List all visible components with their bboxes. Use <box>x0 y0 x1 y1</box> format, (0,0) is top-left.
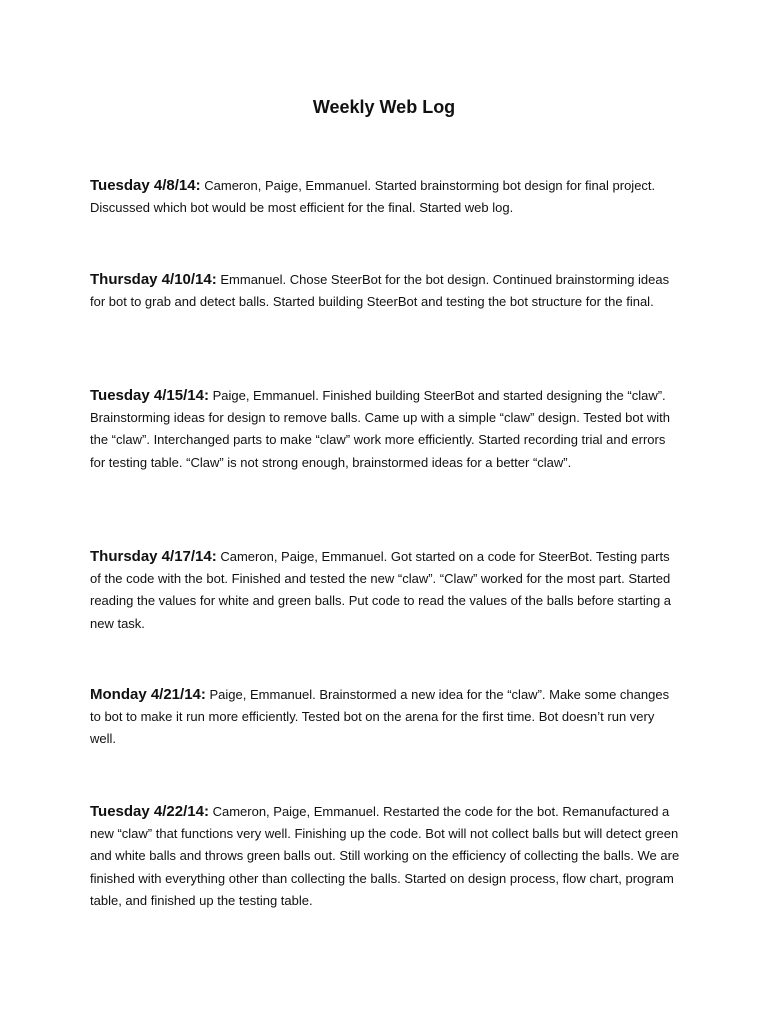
entry-text: Emmanuel. Chose SteerBot for the bot design. Continued brainstorming ideas for bot to grab and detect balls. Started building SteerBot and testing the bot structure for the final. <box>90 272 670 310</box>
document-title: Weekly Web Log <box>312 97 456 117</box>
log-entry <box>90 684 680 751</box>
entry-date: Thursday 4/10/14: <box>90 271 217 288</box>
entry-text: Cameron, Paige, Emmanuel. Restarted the code for the bot. Remanufactured a new “claw” that functions very well. Finishing up the code. Bot will not collect balls but will detect green and white balls and throws green balls out. Still working on the efficiency of collecting the balls. We are finished with everything other than collecting the balls. Started on design process, flow chart, program table, and finished up the testing table. <box>90 804 680 908</box>
entry-date: Tuesday 4/22/14: <box>90 803 209 820</box>
log-entry <box>90 175 680 219</box>
log-entry <box>90 801 680 912</box>
log-entry <box>90 269 680 313</box>
log-entry <box>90 546 680 635</box>
entry-date: Tuesday 4/15/14: <box>90 387 209 404</box>
entry-date: Tuesday 4/8/14: <box>90 177 201 194</box>
log-entry <box>90 385 680 474</box>
entry-text: Paige, Emmanuel. Finished building SteerBot and started designing the “claw”. Brainstorming ideas for design to remove balls. Came up with a simple “claw” design. Tested bot with the “claw”. Interchanged parts to make “claw” work more efficiently. Started recording trial and errors for testing table. “Claw” is not strong enough, brainstormed ideas for a better “claw”. <box>90 388 670 470</box>
entry-text: Cameron, Paige, Emmanuel. Started brainstorming bot design for final project. Discussed which bot would be most efficient for the final. Started web log. <box>90 178 656 216</box>
entry-date: Monday 4/21/14: <box>90 686 206 703</box>
entry-date: Thursday 4/17/14: <box>90 548 217 565</box>
entry-text: Paige, Emmanuel. Brainstormed a new idea for the “claw”. Make some changes to bot to make it run more efficiently. Tested bot on the arena for the first time. Bot doesn’t run very well. <box>90 687 670 747</box>
entry-text: Cameron, Paige, Emmanuel. Got started on a code for SteerBot. Testing parts of the code with the bot. Finished and tested the new “claw”. “Claw” worked for the most part. Started reading the values for white and green balls. Put code to read the values of the balls before starting a new task. <box>90 549 672 631</box>
